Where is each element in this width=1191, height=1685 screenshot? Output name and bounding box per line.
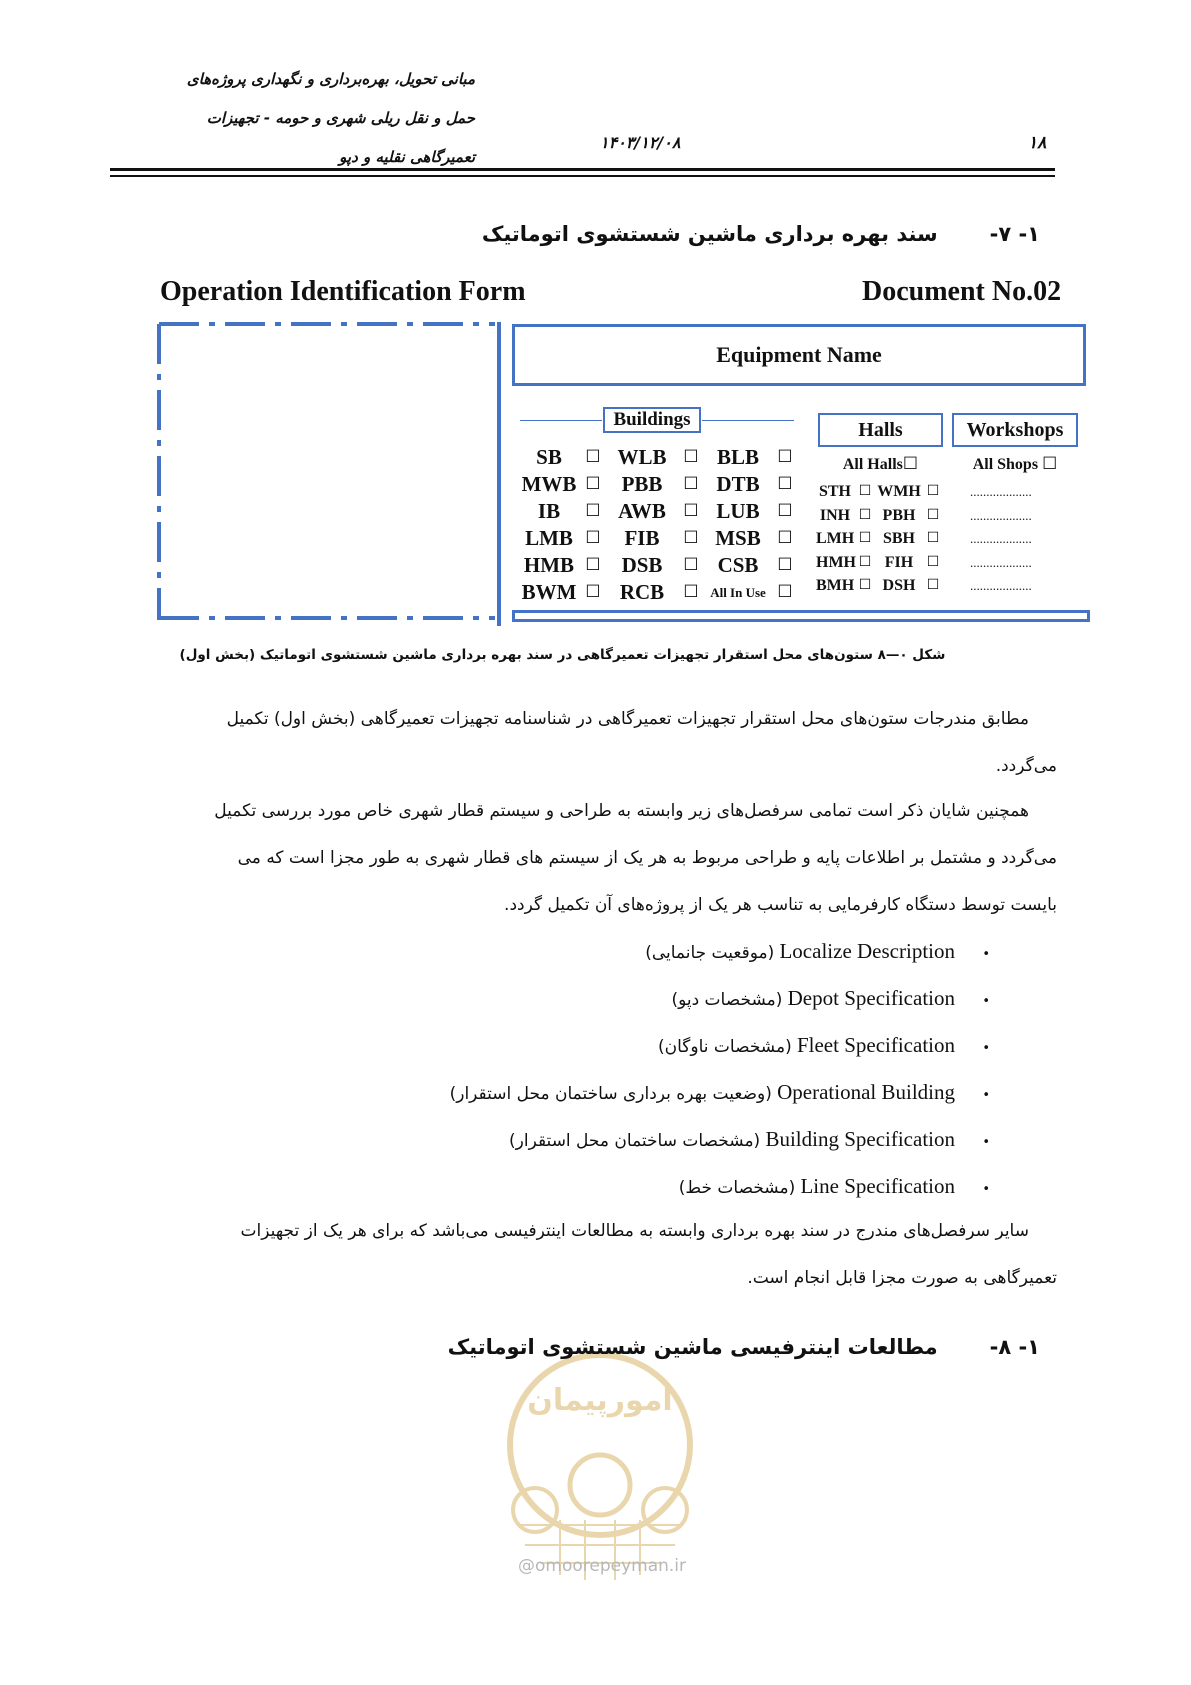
building-code: IB (537, 499, 561, 523)
hall-code: HMH (816, 553, 856, 571)
bullet-en: Localize Description (779, 939, 955, 963)
hall-code: STH (818, 483, 851, 500)
building-code: LUB (716, 499, 760, 523)
section-number: ۱- ۷- (989, 222, 1040, 246)
building-checkbox[interactable]: ☐ (585, 474, 601, 494)
bullet-en: Building Specification (765, 1127, 955, 1151)
workshop-blank-line[interactable]: ................... (970, 531, 1032, 546)
hall-code: LMH (816, 530, 855, 547)
image-placeholder-box (157, 322, 497, 622)
section-heading-1-8 (420, 1335, 1040, 1359)
paragraph-line: می‌گردد. (995, 756, 1057, 776)
building-code: DTB (716, 472, 760, 496)
workshop-blank-line[interactable]: ................... (970, 507, 1032, 523)
section-title: سند بهره برداری ماشین شستشوی اتوماتیک (481, 222, 938, 246)
header-date: ۱۴۰۳/۱۲/۰۸ (600, 133, 681, 152)
building-code: CSB (717, 553, 759, 577)
bullet-icon: • (982, 994, 990, 1009)
header-title-line-1: مبانی تحویل، بهره‌برداری و نگهداری پروژه‌های (186, 70, 475, 88)
hall-code: BMH (816, 577, 855, 594)
buildings-checklist (518, 444, 798, 606)
building-code: RCB (619, 580, 665, 604)
hall-code: SBH (882, 530, 915, 547)
building-checkbox[interactable]: ☐ (683, 447, 699, 467)
hall-code: INH (819, 506, 851, 524)
building-code: WLB (617, 445, 667, 469)
running-header (110, 60, 475, 177)
hall-checkbox[interactable]: ☐ (858, 577, 872, 593)
workshop-blank-line[interactable]: ................... (970, 484, 1032, 499)
building-code: BWM (521, 580, 577, 604)
paragraph-1 (115, 696, 1057, 790)
halls-label: Halls (818, 413, 943, 447)
header-rule (110, 168, 1055, 171)
buildings-rule-left (520, 420, 602, 421)
building-code: HMB (523, 553, 575, 577)
list-item (300, 1022, 990, 1069)
section-title: مطالعات اینترفیسی ماشین شستشوی اتوماتیک (447, 1335, 938, 1359)
building-checkbox[interactable]: ☐ (777, 555, 793, 575)
workshops-label: Workshops (952, 413, 1078, 447)
bullet-fa: (مشخصات ساختمان محل استقرار) (509, 1131, 761, 1151)
hall-checkbox[interactable]: ☐ (926, 530, 940, 546)
bullet-icon: • (982, 1182, 990, 1197)
building-code: DSB (621, 553, 663, 577)
form-divider (497, 322, 501, 626)
paragraph-line: می‌گردد و مشتمل بر اطلاعات پایه و طراحی مربوط به هر یک از سیستم های قطار شهری به طور مجزا است که می (237, 848, 1057, 868)
paragraph-line: تعمیرگاهی به صورت مجزا قابل انجام است. (747, 1268, 1057, 1288)
all-halls-option (818, 454, 943, 474)
bullet-en: Depot Specification (787, 986, 955, 1010)
building-code: MWB (521, 472, 577, 496)
building-checkbox[interactable]: ☐ (585, 528, 601, 548)
building-checkbox[interactable]: ☐ (683, 528, 699, 548)
hall-code: FIH (884, 553, 914, 571)
building-code: BLB (716, 445, 760, 469)
header-title-line-2: حمل و نقل ریلی شهری و حومه - تجهیزات (206, 109, 475, 127)
building-code: PBB (621, 472, 663, 496)
hall-checkbox[interactable]: ☐ (858, 530, 872, 546)
bullet-fa: (مشخصات خط) (678, 1178, 796, 1198)
section-number: ۱- ۸- (989, 1335, 1040, 1359)
header-title-line-3: تعمیرگاهی نقلیه و دپو (339, 148, 475, 166)
all-halls-checkbox[interactable]: ☐ (902, 454, 919, 474)
bullet-en: Line Specification (800, 1174, 955, 1198)
building-checkbox[interactable]: ☐ (777, 474, 793, 494)
hall-checkbox[interactable]: ☐ (926, 553, 940, 570)
bullet-icon: • (982, 1135, 990, 1150)
building-checkbox[interactable]: ☐ (683, 474, 699, 494)
building-code: LMB (525, 526, 573, 550)
bullet-list (300, 928, 990, 1210)
hall-checkbox[interactable]: ☐ (926, 483, 940, 499)
hall-code: PBH (882, 506, 916, 524)
bullet-en: Fleet Specification (796, 1033, 955, 1057)
building-checkbox[interactable]: ☐ (683, 582, 699, 602)
list-item (300, 1116, 990, 1163)
page-number: ۱۸ (1028, 133, 1047, 153)
building-checkbox[interactable]: ☐ (777, 528, 793, 548)
bullet-fa: (مشخصات دپو) (671, 990, 783, 1010)
hall-code: DSH (882, 577, 916, 594)
workshops-blanks (970, 480, 1070, 598)
workshop-blank-line[interactable]: ................... (970, 554, 1032, 570)
building-checkbox[interactable]: ☐ (683, 555, 699, 575)
building-checkbox[interactable]: ☐ (585, 447, 601, 467)
building-checkbox[interactable]: ☐ (777, 447, 793, 467)
workshop-blank-line[interactable]: ................... (970, 578, 1032, 593)
building-checkbox[interactable]: ☐ (777, 501, 793, 521)
bullet-icon: • (982, 947, 990, 962)
paragraph-line: بایست توسط دستگاه کارفرمایی به تناسب هر یک از پروژه‌های آن تکمیل گردد. (504, 895, 1057, 915)
section-heading-1-7 (420, 222, 1040, 246)
buildings-rule-right (702, 420, 794, 421)
equipment-name-box (512, 324, 1086, 386)
watermark-url: @omoorepeyman.ir (517, 1556, 687, 1576)
equipment-name-label: Equipment Name (716, 342, 882, 367)
hall-checkbox[interactable]: ☐ (858, 506, 872, 523)
building-code: AWB (618, 499, 666, 523)
halls-checklist (816, 480, 946, 598)
bullet-fa: (موقعیت جانمایی) (645, 943, 775, 963)
all-shops-label: All Shops (972, 456, 1039, 473)
form-title: Operation Identification Form (160, 276, 526, 307)
bullet-icon: • (982, 1041, 990, 1056)
document-number: Document No.02 (862, 276, 1062, 307)
list-item (300, 928, 990, 975)
building-code: MSB (715, 526, 761, 550)
paragraph-line: سایر سرفصل‌های مندرج در سند بهره برداری وابسته به مطالعات اینترفیسی می‌باشد که برای هر یک از تجهیزات (240, 1221, 1029, 1241)
building-code: All In Use (710, 585, 766, 600)
figure-caption: شکل ۰—۸ ستون‌های محل استقرار تجهیزات تعمیرگاهی در سند بهره برداری ماشین شستشوی اتوماتیک (بخش اول) (179, 647, 946, 663)
hall-checkbox[interactable]: ☐ (926, 506, 940, 523)
bullet-fa: (وضعیت بهره برداری ساختمان محل استقرار) (449, 1084, 772, 1104)
hall-checkbox[interactable]: ☐ (858, 553, 872, 570)
form-bottom-strip (512, 610, 1090, 622)
hall-checkbox[interactable]: ☐ (926, 577, 940, 593)
watermark-logo-text: امورپیمان (527, 1383, 673, 1418)
list-item (300, 975, 990, 1022)
building-checkbox[interactable]: ☐ (683, 501, 699, 521)
bullet-fa: (مشخصات ناوگان) (657, 1037, 792, 1057)
all-shops-option (952, 454, 1078, 474)
building-code: SB (536, 445, 562, 469)
bullet-en: Operational Building (777, 1080, 955, 1104)
bullet-icon: • (982, 1088, 990, 1103)
building-checkbox[interactable]: ☐ (585, 555, 601, 575)
building-checkbox[interactable]: ☐ (585, 582, 601, 602)
all-halls-label: All Halls (842, 456, 903, 473)
list-item (300, 1163, 990, 1210)
paragraph-2 (115, 788, 1057, 929)
buildings-label: Buildings (603, 407, 701, 433)
building-checkbox[interactable]: ☐ (585, 501, 601, 521)
all-shops-checkbox[interactable]: ☐ (1042, 454, 1058, 474)
hall-code: WMH (877, 483, 921, 500)
header-rule-thin (110, 175, 1055, 177)
list-item (300, 1069, 990, 1116)
paragraph-3 (115, 1208, 1057, 1302)
building-checkbox[interactable]: ☐ (777, 582, 793, 602)
hall-checkbox[interactable]: ☐ (858, 483, 872, 499)
paragraph-line: همچنین شایان ذکر است تمامی سرفصل‌های زیر وابسته به طراحی و سیستم قطار شهری خاص مورد بررسی تکمیل (214, 801, 1029, 821)
paragraph-line: مطابق مندرجات ستون‌های محل استقرار تجهیزات تعمیرگاهی در شناسنامه تجهیزات تعمیرگاهی (بخش اول) تکمیل (226, 709, 1029, 729)
building-code: FIB (624, 526, 660, 550)
